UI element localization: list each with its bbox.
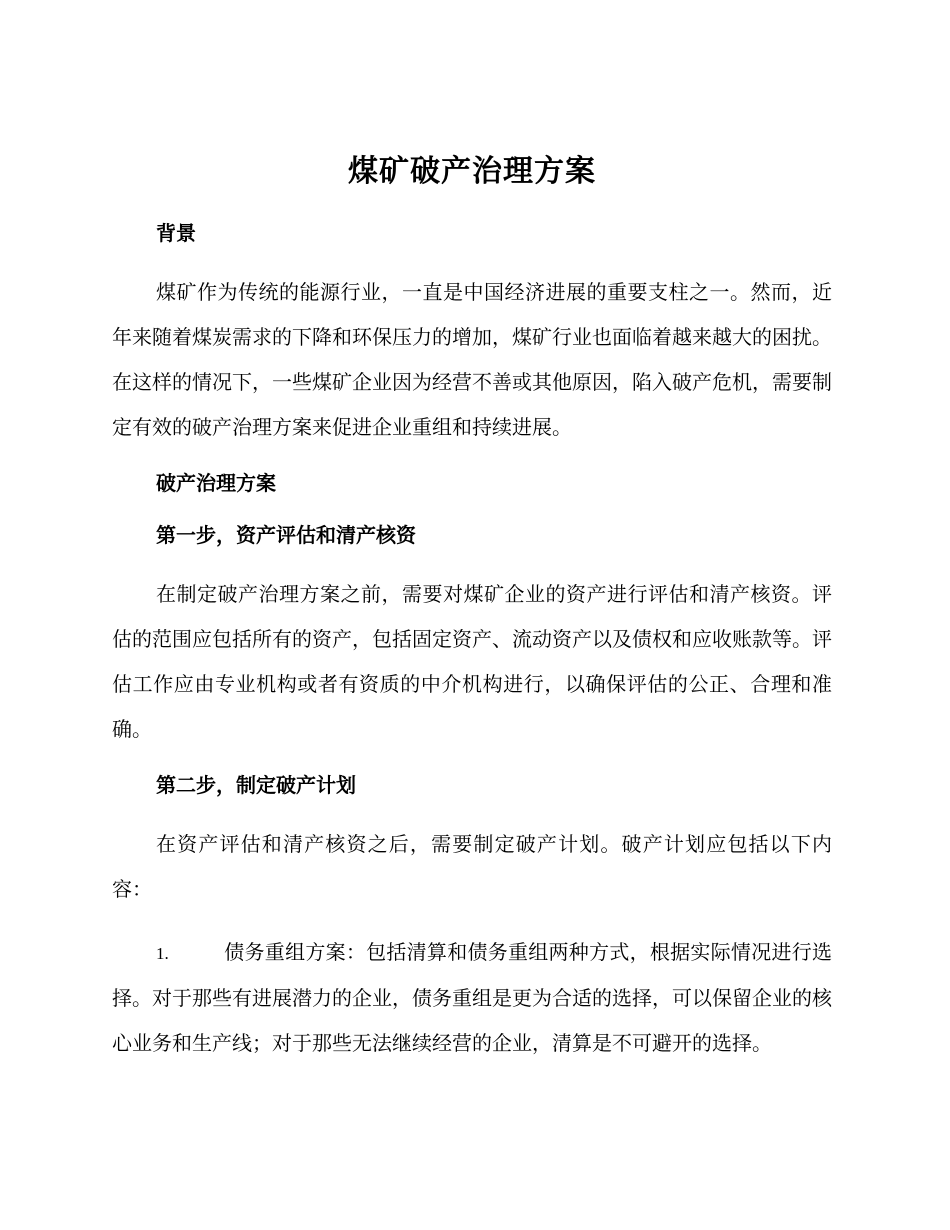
background-paragraph: 煤矿作为传统的能源行业，一直是中国经济进展的重要支柱之一。然而，近年来随着煤炭需求的下降和环保压力的增加，煤矿行业也面临着越来越大的困扰。在这样的情况下，一些煤矿企业因为经营不善或其他原因，陷入破产危机，需要制定有效的破产治理方案来促进企业重组和持续进展。	[112, 280, 832, 439]
step-one-paragraph: 在制定破产治理方案之前，需要对煤矿企业的资产进行评估和清产核资。评估的范围应包括所有的资产，包括固定资产、流动资产以及债权和应收账款等。评估工作应由专业机构或者有资质的中介机构进行，以确保评估的公正、合理和准确。	[112, 582, 832, 741]
section-heading-plan: 破产治理方案	[156, 471, 276, 495]
list-item	[112, 930, 832, 1066]
list-item-number: 1.	[156, 944, 169, 963]
section-heading-step-two: 第二步，制定破产计划	[156, 773, 356, 797]
section-heading-step-one: 第一步，资产评估和清产核资	[156, 523, 416, 547]
document-title: 煤矿破产治理方案	[348, 154, 596, 189]
section-heading-background: 背景	[156, 221, 196, 245]
step-two-paragraph: 在资产评估和清产核资之后，需要制定破产计划。破产计划应包括以下内容：	[112, 832, 832, 901]
list-item-text: 债务重组方案：包括清算和债务重组两种方式，根据实际情况进行选择。对于那些有进展潜力的企业，债务重组是更为合适的选择，可以保留企业的核心业务和生产线；对于那些无法继续经营的企业，清算是不可避开的选择。	[112, 940, 832, 1055]
